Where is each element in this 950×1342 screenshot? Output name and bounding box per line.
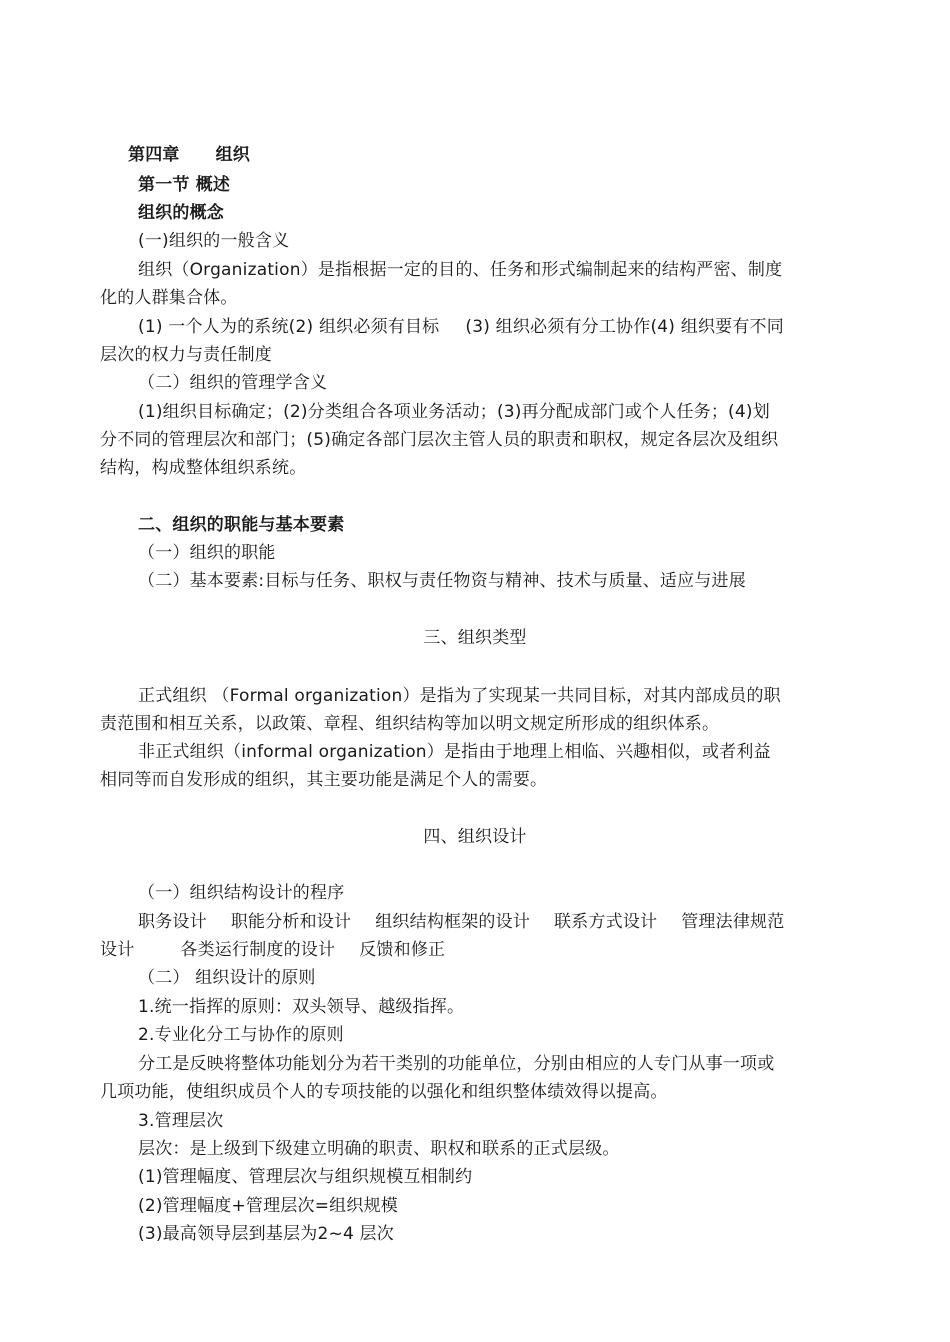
section-heading: 四、组织设计 [423, 827, 527, 847]
principle-item: 3.管理层次 [138, 1111, 224, 1131]
list-item: （一）组织的职能 [138, 543, 276, 563]
step-item: 管理法律规范 [681, 912, 785, 932]
subsection-label: (一)组织的一般含义 [138, 231, 290, 251]
step-item: 职务设计 [138, 912, 207, 932]
step-item: 联系方式设计 [554, 912, 658, 932]
list-item: (1)管理幅度、管理层次与组织规模互相制约 [138, 1167, 473, 1187]
chapter-heading [128, 141, 250, 169]
step-item: 反馈和修正 [359, 940, 446, 960]
section-heading: 三、组织类型 [423, 628, 527, 648]
list-line [138, 313, 784, 341]
paragraph-line: 分不同的管理层次和部门；(5)确定各部门层次主管人员的职责和职权，规定各层次及组织 [100, 430, 779, 450]
principle-item: 1.统一指挥的原则：双头领导、越级指挥。 [138, 997, 465, 1017]
section-heading: 第一节 概述 [138, 175, 231, 195]
list-item: (3)最高领导层到基层为2~4 层次 [138, 1224, 394, 1244]
paragraph-line: 结构，构成整体组织系统。 [100, 458, 307, 478]
steps-line [138, 908, 784, 936]
list-text: (1) 一个人为的系统(2) 组织必须有目标 [138, 317, 440, 337]
subsection-label: （一）组织结构设计的程序 [138, 883, 345, 903]
subheading: 组织的概念 [138, 203, 224, 223]
paragraph-line: 分工是反映将整体功能划分为若干类别的功能单位，分别由相应的人专门从事一项或 [138, 1054, 775, 1074]
subsection-label: （二）组织的管理学含义 [138, 373, 328, 393]
paragraph-line: 几项功能，使组织成员个人的专项技能的以强化和组织整体绩效得以提高。 [100, 1082, 668, 1102]
chapter-number: 第四章 [128, 145, 180, 165]
step-item: 设计 [100, 940, 135, 960]
paragraph-line: 相同等而自发形成的组织，其主要功能是满足个人的需要。 [100, 770, 548, 790]
principle-item: 2.专业化分工与协作的原则 [138, 1025, 344, 1045]
step-item: 组织结构框架的设计 [375, 912, 531, 932]
step-item: 职能分析和设计 [230, 912, 352, 932]
chapter-title: 组织 [215, 145, 251, 165]
list-item: （二）基本要素:目标与任务、职权与责任物资与精神、技术与质量、适应与进展 [138, 571, 746, 591]
paragraph-line: 正式组织 （Formal organization）是指为了实现某一共同目标，对其内部成员的职 [138, 686, 781, 706]
list-line: 层次的权力与责任制度 [100, 345, 272, 365]
paragraph-line: 组织（Organization）是指根据一定的目的、任务和形式编制起来的结构严密、制度 [138, 260, 783, 280]
steps-line [100, 936, 445, 964]
subsection-label: （二） 组织设计的原则 [138, 968, 316, 988]
definition-line: 层次：是上级到下级建立明确的职责、职权和联系的正式层级。 [138, 1139, 620, 1159]
list-text: (3) 组织必须有分工协作(4) 组织要有不同 [465, 317, 784, 337]
paragraph-line: 化的人群集合体。 [100, 288, 238, 308]
paragraph-line: 责范围和相互关系，以政策、章程、组织结构等加以明文规定所形成的组织体系。 [100, 714, 720, 734]
section-heading: 二、组织的职能与基本要素 [138, 515, 345, 535]
list-item: (2)管理幅度+管理层次=组织规模 [138, 1196, 398, 1216]
step-item: 各类运行制度的设计 [180, 940, 336, 960]
paragraph-line: 非正式组织（informal organization）是指由于地理上相临、兴趣相似，或者利益 [138, 742, 771, 762]
paragraph-line: (1)组织目标确定；(2)分类组合各项业务活动；(3)再分配成部门或个人任务；(4)划 [138, 402, 770, 422]
